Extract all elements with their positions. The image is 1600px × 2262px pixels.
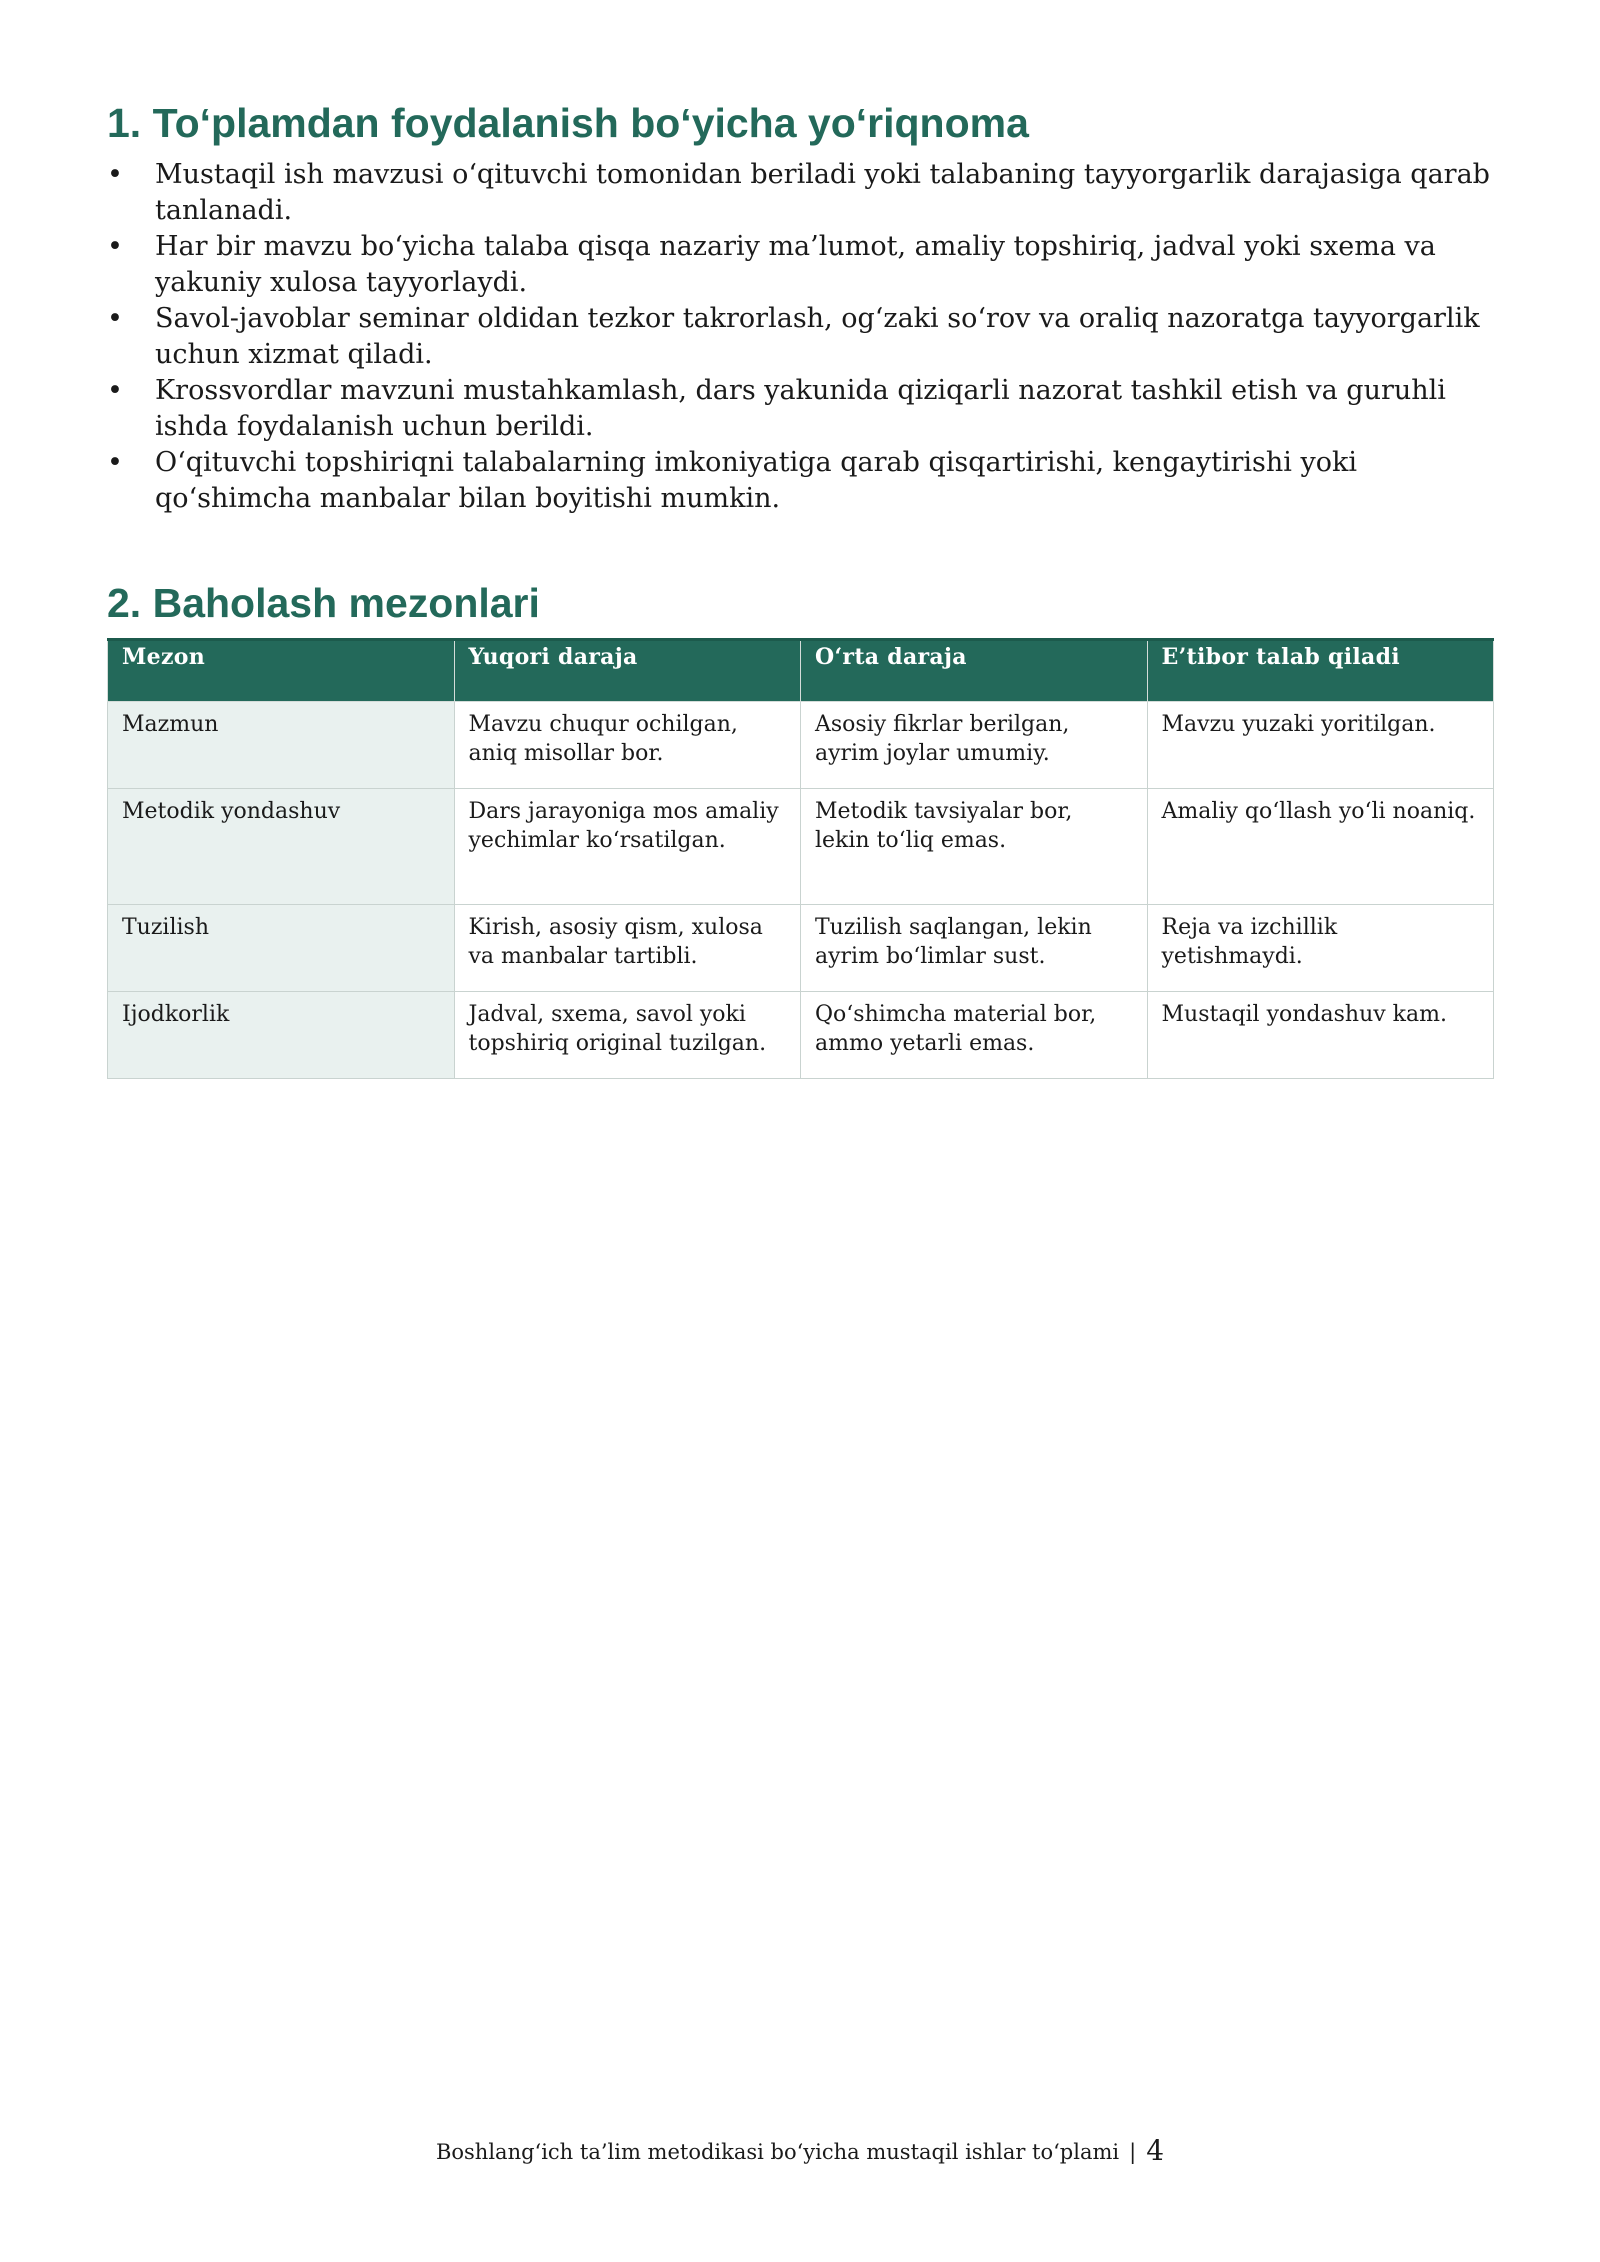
- criterion-cell: Tuzilish: [108, 905, 455, 992]
- list-item: [107, 445, 1507, 517]
- table-row: [108, 789, 1494, 905]
- table-header-row: [108, 640, 1494, 702]
- page-footer: [0, 2134, 1600, 2167]
- list-item: [107, 229, 1507, 301]
- criterion-cell: Metodik yondashuv: [108, 789, 455, 905]
- table-row: [108, 992, 1494, 1079]
- table-cell: Tuzilish saqlangan, lekin ayrim bo‘limlar sust.: [801, 905, 1148, 992]
- column-header-needs-attention: E’tibor talab qiladi: [1147, 640, 1494, 702]
- page-number: 4: [1146, 2134, 1165, 2167]
- table-cell: Amaliy qo‘llash yo‘li noaniq.: [1147, 789, 1494, 905]
- table-cell: Mustaqil yondashuv kam.: [1147, 992, 1494, 1079]
- list-item: [107, 157, 1507, 229]
- table-row: [108, 905, 1494, 992]
- column-header-mid-level: O‘rta daraja: [801, 640, 1148, 702]
- list-item-text: O‘qituvchi topshiriqni talabalarning imkoniyatiga qarab qisqartirishi, kengaytirishi yoki qo‘shimcha manbalar bilan boyitishi mumkin.: [155, 447, 1357, 514]
- column-header-criterion: Mezon: [108, 640, 455, 702]
- column-header-high-level: Yuqori daraja: [454, 640, 801, 702]
- table-cell: Metodik tavsiyalar bor, lekin to‘liq emas.: [801, 789, 1148, 905]
- instruction-list: [107, 157, 1507, 517]
- footer-separator: |: [1129, 2140, 1137, 2164]
- bullet-icon: •: [107, 231, 123, 262]
- criterion-cell: Mazmun: [108, 702, 455, 789]
- list-item-text: Mustaqil ish mavzusi o‘qituvchi tomonidan beriladi yoki talabaning tayyorgarlik darajasiga qarab tanlanadi.: [155, 159, 1490, 226]
- table-cell: Dars jarayoniga mos amaliy yechimlar ko‘rsatilgan.: [454, 789, 801, 905]
- criteria-table: [107, 638, 1494, 1079]
- bullet-icon: •: [107, 159, 123, 190]
- table-cell: Qo‘shimcha material bor, ammo yetarli emas.: [801, 992, 1148, 1079]
- table-cell: Kirish, asosiy qism, xulosa va manbalar tartibli.: [454, 905, 801, 992]
- table-cell: Mavzu chuqur ochilgan, aniq misollar bor.: [454, 702, 801, 789]
- table-cell: Reja va izchillik yetishmaydi.: [1147, 905, 1494, 992]
- bullet-icon: •: [107, 303, 123, 334]
- bullet-icon: •: [107, 447, 123, 478]
- bullet-icon: •: [107, 375, 123, 406]
- list-item-text: Har bir mavzu bo‘yicha talaba qisqa nazariy ma’lumot, amaliy topshiriq, jadval yoki sxema va yakuniy xulosa tayyorlaydi.: [155, 231, 1436, 298]
- footer-title: Boshlang‘ich ta’lim metodikasi bo‘yicha mustaqil ishlar to‘plami: [435, 2140, 1120, 2164]
- section-2-heading: 2. Baholash mezonlari: [107, 580, 540, 626]
- criterion-cell: Ijodkorlik: [108, 992, 455, 1079]
- list-item: [107, 373, 1507, 445]
- list-item-text: Krossvordlar mavzuni mustahkamlash, dars yakunida qiziqarli nazorat tashkil etish va guruhli ishda foydalanish uchun berildi.: [155, 375, 1446, 442]
- table-cell: Mavzu yuzaki yoritilgan.: [1147, 702, 1494, 789]
- table-cell: Asosiy fikrlar berilgan, ayrim joylar umumiy.: [801, 702, 1148, 789]
- list-item: [107, 301, 1507, 373]
- section-1-heading: 1. To‘plamdan foydalanish bo‘yicha yo‘riqnoma: [107, 100, 1029, 146]
- table-cell: Jadval, sxema, savol yoki topshiriq original tuzilgan.: [454, 992, 801, 1079]
- table-row: [108, 702, 1494, 789]
- list-item-text: Savol-javoblar seminar oldidan tezkor takrorlash, og‘zaki so‘rov va oraliq nazoratga tayyorgarlik uchun xizmat qiladi.: [155, 303, 1480, 370]
